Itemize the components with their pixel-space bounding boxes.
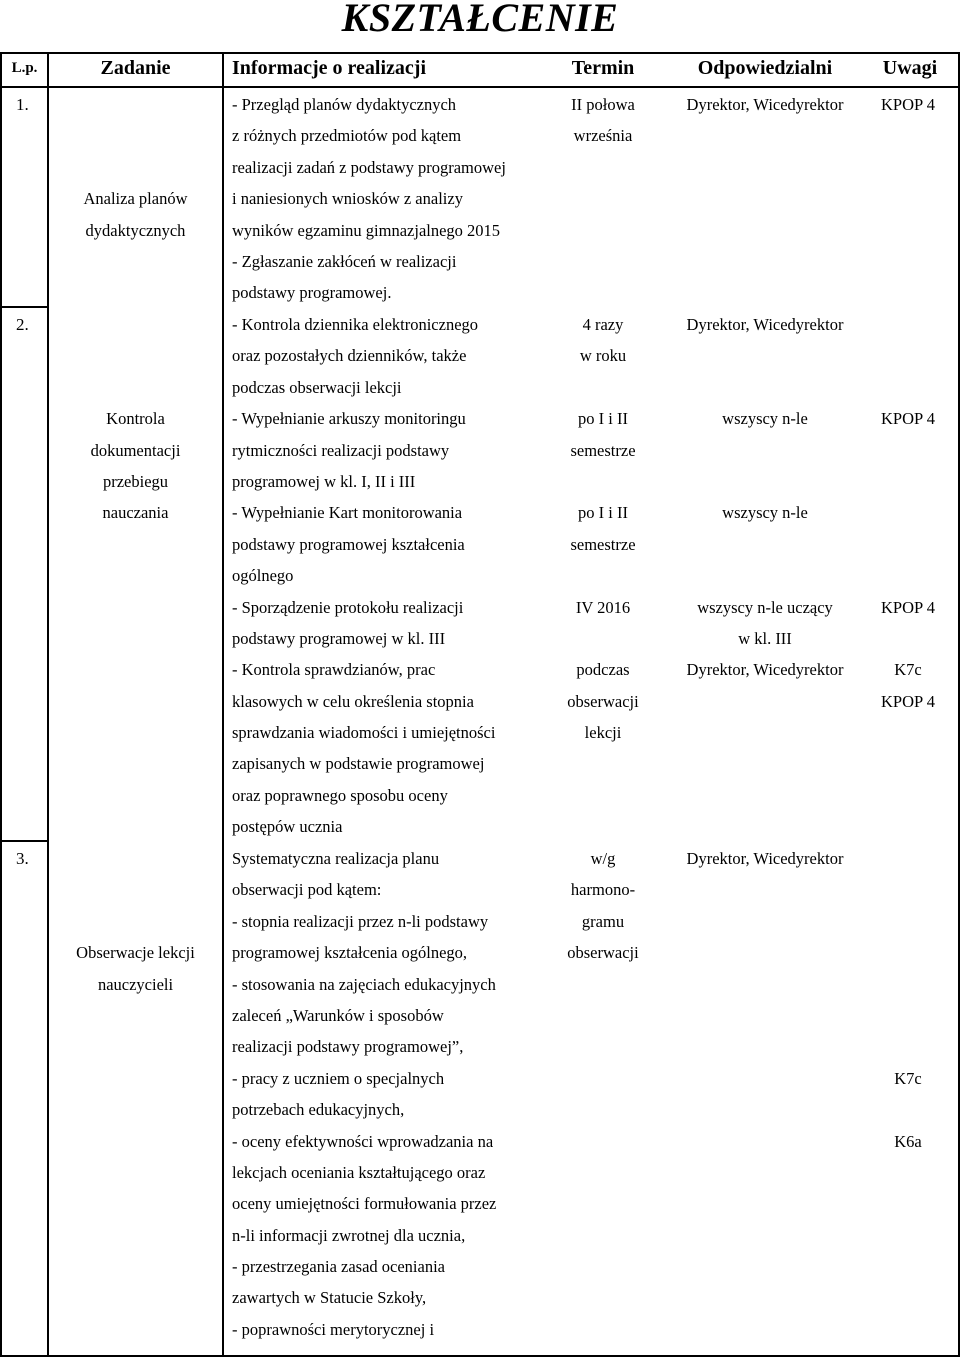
cell-line: zapisanych w podstawie programowej bbox=[232, 754, 485, 774]
cell-line bbox=[862, 183, 954, 214]
cell-line: Dyrektor, Wicedyrektor bbox=[686, 849, 844, 868]
cell-info bbox=[232, 309, 552, 843]
cell-line bbox=[16, 560, 47, 591]
cell-line: lekcji bbox=[584, 723, 622, 743]
cell-line: - pracy z uczniem o specjalnych bbox=[232, 1068, 445, 1088]
header-lp: L.p. bbox=[11, 60, 38, 76]
cell-odp bbox=[668, 89, 862, 309]
cell-line: wszyscy n-le bbox=[722, 503, 808, 523]
cell-line bbox=[668, 246, 862, 277]
cell-line: K7c bbox=[894, 660, 922, 680]
cell-line bbox=[540, 1094, 666, 1125]
cell-line bbox=[862, 340, 954, 371]
cell-line: nauczania bbox=[102, 503, 169, 523]
cell-line bbox=[49, 1251, 222, 1282]
cell-line bbox=[668, 1094, 862, 1125]
cell-line: programowej w kl. I, II i III bbox=[232, 471, 416, 491]
cell-line: przebiegu bbox=[102, 471, 169, 491]
cell-line bbox=[862, 969, 954, 1000]
cell-line: semestrze bbox=[570, 534, 636, 554]
cell-line bbox=[668, 1220, 862, 1251]
cell-line: klasowych w celu określenia stopnia bbox=[232, 691, 474, 711]
cell-termin bbox=[540, 843, 666, 1345]
cell-line: podczas obserwacji lekcji bbox=[232, 377, 402, 397]
cell-line bbox=[862, 906, 954, 937]
cell-line: - Sporządzenie protokołu realizacji bbox=[232, 597, 464, 617]
cell-lp bbox=[16, 309, 47, 874]
cell-line bbox=[16, 906, 47, 937]
cell-line bbox=[16, 1094, 47, 1125]
cell-line bbox=[668, 277, 862, 308]
cell-uwagi bbox=[862, 309, 954, 843]
cell-line bbox=[540, 623, 666, 654]
cell-line bbox=[16, 1220, 47, 1251]
cell-line bbox=[540, 1031, 666, 1062]
cell-line bbox=[668, 906, 862, 937]
cell-line: oraz poprawnego sposobu oceny bbox=[232, 785, 448, 805]
cell-line: KPOP 4 bbox=[881, 597, 935, 617]
cell-line bbox=[49, 717, 222, 748]
cell-line bbox=[49, 748, 222, 779]
row-separator bbox=[0, 840, 48, 842]
cell-line bbox=[862, 277, 954, 308]
cell-line bbox=[862, 497, 954, 528]
header-odpowiedzialni: Odpowiedzialni bbox=[697, 57, 833, 79]
cell-line bbox=[862, 811, 954, 842]
cell-line bbox=[862, 937, 954, 968]
cell-line bbox=[862, 1031, 954, 1062]
cell-line bbox=[540, 969, 666, 1000]
cell-line: - Kontrola sprawdzianów, prac bbox=[232, 660, 436, 680]
cell-line bbox=[540, 1126, 666, 1157]
cell-line bbox=[49, 592, 222, 623]
cell-line bbox=[862, 623, 954, 654]
cell-line: semestrze bbox=[570, 440, 636, 460]
cell-line bbox=[16, 969, 47, 1000]
cell-line: - Wypełnianie arkuszy monitoringu bbox=[232, 409, 466, 429]
cell-line bbox=[49, 1220, 222, 1251]
cell-line bbox=[540, 780, 666, 811]
cell-line bbox=[668, 529, 862, 560]
cell-line bbox=[668, 372, 862, 403]
cell-line bbox=[16, 372, 47, 403]
cell-line bbox=[668, 1000, 862, 1031]
cell-line bbox=[49, 1126, 222, 1157]
cell-line bbox=[668, 340, 862, 371]
cell-zadanie bbox=[49, 309, 222, 874]
cell-line: gramu bbox=[581, 911, 625, 931]
cell-line: obserwacji bbox=[567, 943, 639, 963]
cell-line: n-li informacji zwrotnej dla ucznia, bbox=[232, 1225, 466, 1245]
cell-line: podstawy programowej. bbox=[232, 283, 392, 303]
cell-line bbox=[668, 717, 862, 748]
cell-line bbox=[668, 686, 862, 717]
cell-line: - poprawności merytorycznej i bbox=[232, 1319, 435, 1339]
cell-line bbox=[49, 1282, 222, 1313]
cell-line bbox=[862, 1188, 954, 1219]
cell-line: po I i II bbox=[578, 503, 628, 523]
cell-line bbox=[16, 811, 47, 842]
cell-line bbox=[668, 1282, 862, 1313]
col-border bbox=[0, 52, 2, 1357]
cell-line bbox=[16, 686, 47, 717]
cell-line bbox=[540, 748, 666, 779]
cell-line: 2. bbox=[16, 315, 29, 334]
cell-line bbox=[668, 748, 862, 779]
cell-line: IV 2016 bbox=[575, 597, 631, 617]
cell-line: w kl. III bbox=[738, 628, 792, 648]
cell-info bbox=[232, 843, 552, 1345]
cell-line bbox=[49, 246, 222, 277]
cell-line bbox=[16, 1251, 47, 1282]
cell-line bbox=[668, 1157, 862, 1188]
cell-line bbox=[16, 780, 47, 811]
cell-line: wszyscy n-le uczący bbox=[697, 597, 833, 617]
header-termin: Termin bbox=[571, 57, 635, 79]
cell-line bbox=[540, 1251, 666, 1282]
cell-line bbox=[862, 120, 954, 151]
cell-line bbox=[668, 937, 862, 968]
cell-line bbox=[668, 1188, 862, 1219]
cell-line bbox=[49, 372, 222, 403]
cell-line bbox=[668, 152, 862, 183]
cell-line bbox=[16, 215, 47, 246]
cell-line bbox=[668, 1031, 862, 1062]
cell-line bbox=[49, 560, 222, 591]
cell-line: Systematyczna realizacja planu bbox=[232, 849, 440, 868]
header-zadanie: Zadanie bbox=[100, 57, 171, 79]
cell-line bbox=[862, 843, 954, 874]
cell-line bbox=[49, 1000, 222, 1031]
cell-line bbox=[16, 435, 47, 466]
cell-line bbox=[49, 1031, 222, 1062]
cell-line: - stosowania na zajęciach edukacyjnych bbox=[232, 974, 496, 994]
cell-line: harmono- bbox=[570, 880, 636, 900]
cell-line: dokumentacji bbox=[90, 440, 181, 460]
cell-line bbox=[668, 120, 862, 151]
cell-line: wyników egzaminu gimnazjalnego 2015 bbox=[232, 220, 501, 240]
cell-line: programowej kształcenia ogólnego, bbox=[232, 943, 468, 963]
cell-line bbox=[668, 1126, 862, 1157]
page-title: KSZTAŁCENIE bbox=[341, 0, 619, 40]
cell-line: Dyrektor, Wicedyrektor bbox=[686, 95, 844, 114]
col-border bbox=[222, 52, 224, 1357]
cell-line bbox=[862, 1094, 954, 1125]
cell-line bbox=[16, 937, 47, 968]
cell-line bbox=[862, 874, 954, 905]
cell-line bbox=[16, 623, 47, 654]
cell-line: oceny umiejętności formułowania przez bbox=[232, 1194, 497, 1214]
cell-line bbox=[49, 874, 222, 905]
cell-line: września bbox=[573, 126, 633, 146]
cell-termin bbox=[540, 89, 666, 309]
cell-uwagi bbox=[862, 89, 954, 309]
cell-line: realizacji zadań z podstawy programowej bbox=[232, 157, 506, 177]
cell-line bbox=[862, 1220, 954, 1251]
cell-line bbox=[49, 623, 222, 654]
cell-line: K6a bbox=[894, 1131, 922, 1151]
cell-lp bbox=[16, 843, 47, 1345]
cell-line: Obserwacje lekcji bbox=[76, 943, 195, 963]
cell-line bbox=[49, 1188, 222, 1219]
cell-line: po I i II bbox=[578, 409, 628, 429]
cell-line: ogólnego bbox=[232, 566, 294, 586]
cell-line bbox=[862, 1251, 954, 1282]
cell-line bbox=[668, 811, 862, 842]
cell-line bbox=[540, 466, 666, 497]
cell-line bbox=[49, 843, 222, 874]
cell-line bbox=[540, 372, 666, 403]
cell-line: - Przegląd planów dydaktycznych bbox=[232, 95, 457, 114]
cell-line bbox=[668, 1314, 862, 1345]
cell-line bbox=[16, 246, 47, 277]
cell-line: realizacji podstawy programowej”, bbox=[232, 1037, 464, 1057]
cell-line: 4 razy bbox=[582, 315, 624, 334]
cell-line bbox=[540, 1188, 666, 1219]
cell-line bbox=[16, 1000, 47, 1031]
cell-line bbox=[16, 466, 47, 497]
cell-line bbox=[668, 969, 862, 1000]
cell-line bbox=[16, 1126, 47, 1157]
cell-line bbox=[668, 183, 862, 214]
cell-line bbox=[49, 1063, 222, 1094]
cell-line bbox=[16, 497, 47, 528]
cell-line bbox=[49, 277, 222, 308]
cell-line bbox=[862, 466, 954, 497]
cell-zadanie bbox=[49, 89, 222, 309]
cell-line bbox=[862, 215, 954, 246]
cell-line bbox=[540, 811, 666, 842]
cell-line: Dyrektor, Wicedyrektor bbox=[686, 315, 844, 334]
cell-line bbox=[862, 529, 954, 560]
cell-line bbox=[540, 1314, 666, 1345]
cell-line bbox=[16, 874, 47, 905]
cell-line bbox=[49, 309, 222, 340]
cell-line bbox=[49, 1094, 222, 1125]
row-separator bbox=[0, 306, 48, 308]
cell-line bbox=[49, 1314, 222, 1345]
cell-line bbox=[668, 215, 862, 246]
cell-line: Dyrektor, Wicedyrektor bbox=[686, 660, 844, 680]
cell-line bbox=[49, 811, 222, 842]
cell-line: i naniesionych wniosków z analizy bbox=[232, 189, 463, 209]
cell-line: K7c bbox=[894, 1068, 922, 1088]
cell-zadanie bbox=[49, 843, 222, 1345]
cell-line: - Wypełnianie Kart monitorowania bbox=[232, 503, 463, 523]
cell-line bbox=[540, 1000, 666, 1031]
cell-line bbox=[862, 435, 954, 466]
cell-line bbox=[540, 246, 666, 277]
cell-line bbox=[49, 906, 222, 937]
cell-line: dydaktycznych bbox=[85, 220, 186, 240]
header-uwagi: Uwagi bbox=[882, 57, 938, 79]
cell-line bbox=[862, 780, 954, 811]
cell-line: podczas bbox=[576, 660, 630, 680]
cell-line bbox=[668, 435, 862, 466]
cell-line bbox=[49, 120, 222, 151]
cell-line bbox=[16, 717, 47, 748]
cell-line bbox=[16, 592, 47, 623]
cell-line: podstawy programowej w kl. III bbox=[232, 628, 446, 648]
cell-line bbox=[862, 717, 954, 748]
cell-line bbox=[668, 466, 862, 497]
cell-line bbox=[16, 120, 47, 151]
cell-line bbox=[16, 183, 47, 214]
cell-line bbox=[16, 403, 47, 434]
cell-line: obserwacji bbox=[567, 691, 639, 711]
cell-line bbox=[540, 277, 666, 308]
cell-line: Analiza planów bbox=[83, 189, 188, 209]
cell-line: - przestrzegania zasad oceniania bbox=[232, 1257, 445, 1277]
cell-line: 1. bbox=[16, 95, 29, 114]
cell-line: oraz pozostałych dzienników, także bbox=[232, 346, 467, 366]
cell-line: zaleceń „Warunków i sposobów bbox=[232, 1005, 444, 1025]
cell-line bbox=[862, 246, 954, 277]
cell-line bbox=[16, 1031, 47, 1062]
cell-line bbox=[862, 1000, 954, 1031]
cell-uwagi bbox=[862, 843, 954, 1345]
cell-line bbox=[862, 1157, 954, 1188]
cell-line: potrzebach edukacyjnych, bbox=[232, 1100, 405, 1120]
cell-line: - stopnia realizacji przez n-li podstawy bbox=[232, 911, 489, 931]
cell-line bbox=[16, 1157, 47, 1188]
cell-line bbox=[862, 309, 954, 340]
cell-line bbox=[862, 152, 954, 183]
cell-line: postępów ucznia bbox=[232, 817, 343, 837]
cell-line bbox=[16, 1314, 47, 1345]
cell-line bbox=[16, 654, 47, 685]
cell-line bbox=[49, 780, 222, 811]
cell-line bbox=[668, 780, 862, 811]
header-bottom-border bbox=[0, 86, 960, 88]
cell-line: - oceny efektywności wprowadzania na bbox=[232, 1131, 494, 1151]
cell-line bbox=[49, 529, 222, 560]
cell-line bbox=[862, 560, 954, 591]
cell-line bbox=[49, 1157, 222, 1188]
cell-line bbox=[540, 152, 666, 183]
cell-line: w roku bbox=[579, 346, 627, 366]
cell-line bbox=[49, 152, 222, 183]
cell-line: II połowa bbox=[571, 95, 635, 114]
cell-line bbox=[49, 340, 222, 371]
cell-line bbox=[49, 686, 222, 717]
cell-line bbox=[540, 1063, 666, 1094]
cell-line: KPOP 4 bbox=[881, 95, 935, 114]
cell-line: - Kontrola dziennika elektronicznego bbox=[232, 315, 479, 334]
cell-info bbox=[232, 89, 552, 309]
cell-line bbox=[540, 1157, 666, 1188]
cell-line bbox=[16, 1282, 47, 1313]
cell-odp bbox=[668, 309, 862, 843]
cell-line bbox=[540, 183, 666, 214]
cell-line: obserwacji pod kątem: bbox=[232, 880, 382, 900]
cell-line bbox=[668, 560, 862, 591]
cell-line bbox=[49, 89, 222, 120]
cell-line bbox=[16, 152, 47, 183]
cell-line: nauczycieli bbox=[97, 974, 174, 994]
cell-lp bbox=[16, 89, 47, 309]
cell-line bbox=[49, 654, 222, 685]
cell-line bbox=[862, 1282, 954, 1313]
cell-line: KPOP 4 bbox=[881, 691, 935, 711]
cell-line: w/g bbox=[590, 849, 616, 868]
table-bottom-border bbox=[0, 1355, 960, 1357]
cell-line: sprawdzania wiadomości i umiejętności bbox=[232, 723, 496, 743]
cell-line bbox=[668, 1063, 862, 1094]
cell-line: lekcjach oceniania kształtującego oraz bbox=[232, 1162, 486, 1182]
cell-line bbox=[668, 1251, 862, 1282]
cell-line: rytmiczności realizacji podstawy bbox=[232, 440, 450, 460]
cell-line: KPOP 4 bbox=[881, 409, 935, 429]
cell-line bbox=[540, 1220, 666, 1251]
cell-line: podstawy programowej kształcenia bbox=[232, 534, 465, 554]
cell-line: z różnych przedmiotów pod kątem bbox=[232, 126, 462, 146]
cell-line bbox=[540, 1282, 666, 1313]
cell-line bbox=[668, 874, 862, 905]
cell-line bbox=[540, 215, 666, 246]
cell-line bbox=[16, 277, 47, 308]
cell-line: Kontrola bbox=[106, 409, 165, 429]
cell-line bbox=[16, 1063, 47, 1094]
cell-line: zawartych w Statucie Szkoły, bbox=[232, 1288, 427, 1308]
table-top-border bbox=[0, 52, 960, 54]
header-informacje: Informacje o realizacji bbox=[232, 57, 426, 79]
cell-odp bbox=[668, 843, 862, 1345]
cell-line: wszyscy n-le bbox=[722, 409, 808, 429]
cell-line bbox=[16, 748, 47, 779]
cell-line bbox=[16, 1188, 47, 1219]
cell-termin bbox=[540, 309, 666, 843]
cell-line: - Zgłaszanie zakłóceń w realizacji bbox=[232, 251, 457, 271]
cell-line bbox=[540, 560, 666, 591]
cell-line bbox=[862, 1314, 954, 1345]
cell-line bbox=[16, 340, 47, 371]
cell-line bbox=[862, 748, 954, 779]
cell-line: 3. bbox=[16, 849, 29, 868]
cell-line bbox=[862, 372, 954, 403]
cell-line bbox=[16, 529, 47, 560]
